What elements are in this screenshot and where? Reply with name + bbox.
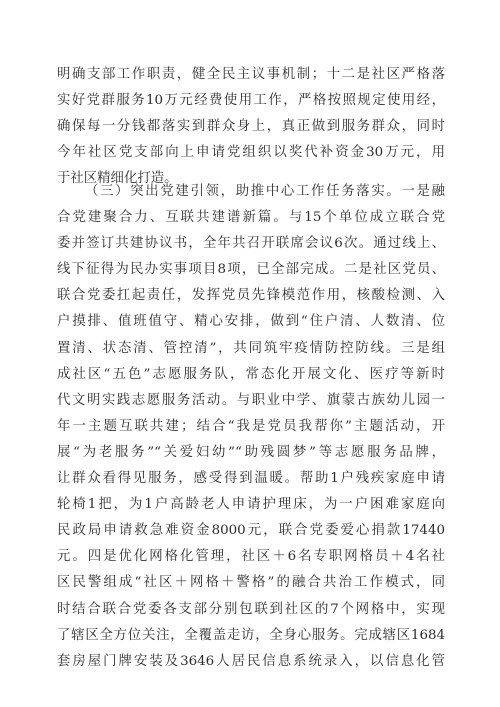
text-line: 线下征得为民办实事项目8项，已全部完成。二是社区党员、 (57, 262, 445, 278)
text-line: 置清、状态清、管控清”，共同筑牢疫情防控防线。三是组 (57, 340, 445, 356)
text-line: 今年社区党支部向上申请党组织以奖代补资金30万元，用 (57, 145, 445, 161)
text-line: 元。四是优化网格化管理，社区＋6名专职网格员＋4名社 (57, 549, 445, 565)
text-line: 了辖区全方位关注，全覆盖走访，全身心服务。完成辖区1684 (57, 627, 445, 643)
text-line: 区民警组成“社区＋网格＋警格”的融合共治工作模式，同 (57, 575, 445, 591)
text-line: 于社区精细化打造。 (57, 171, 178, 187)
text-line: （三）突出党建引领，助推中心工作任务落实。一是融 (85, 184, 445, 199)
text-line: 让群众看得见服务，感受得到温暖。帮助1户残疾家庭申请 (57, 471, 445, 487)
text-line: 联合党委扛起责任，发挥党员先锋模范作用，核酸检测、入 (57, 288, 445, 304)
text-line: 代文明实践志愿服务活动。与职业中学、旗蒙古族幼儿园一 (57, 392, 445, 408)
paragraph-2 (57, 179, 445, 675)
text-line: 套房屋门牌安装及3646人居民信息系统录入，以信息化管 (57, 653, 445, 669)
text-line: 合党建聚合力、互联共建谱新篇。与15个单位成立联合党 (57, 210, 445, 226)
text-line: 年一主题互联共建；结合“我是党员我帮你”主题活动，开 (57, 418, 445, 434)
text-line: 明确支部工作职责，健全民主议事机制；十二是社区严格落 (57, 67, 445, 82)
text-line: 展“为老服务”“关爱妇幼”“助残圆梦”等志愿服务品牌， (57, 444, 445, 460)
text-line: 民政局申请救急难资金8000元，联合党委爱心捐款17440 (57, 523, 445, 539)
text-line: 实好党群服务10万元经费使用工作，严格按照规定使用经， (57, 93, 445, 109)
text-line: 成社区“五色”志愿服务队，常态化开展文化、医疗等新时 (57, 366, 445, 382)
text-line: 轮椅1把，为1户高龄老人申请护理床，为一户困难家庭向 (57, 497, 445, 513)
paragraph-1 (57, 62, 445, 192)
text-line: 确保每一分钱都落实到群众身上，真正做到服务群众，同时 (57, 119, 445, 135)
text-line: 户摸排、值班值守、精心安排，做到“住户清、人数清、位 (57, 314, 445, 330)
text-line: 委并签订共建协议书，全年共召开联席会议6次。通过线上、 (57, 236, 445, 252)
text-line: 时结合联合党委各支部分别包联到社区的7个网格中，实现 (57, 601, 445, 617)
